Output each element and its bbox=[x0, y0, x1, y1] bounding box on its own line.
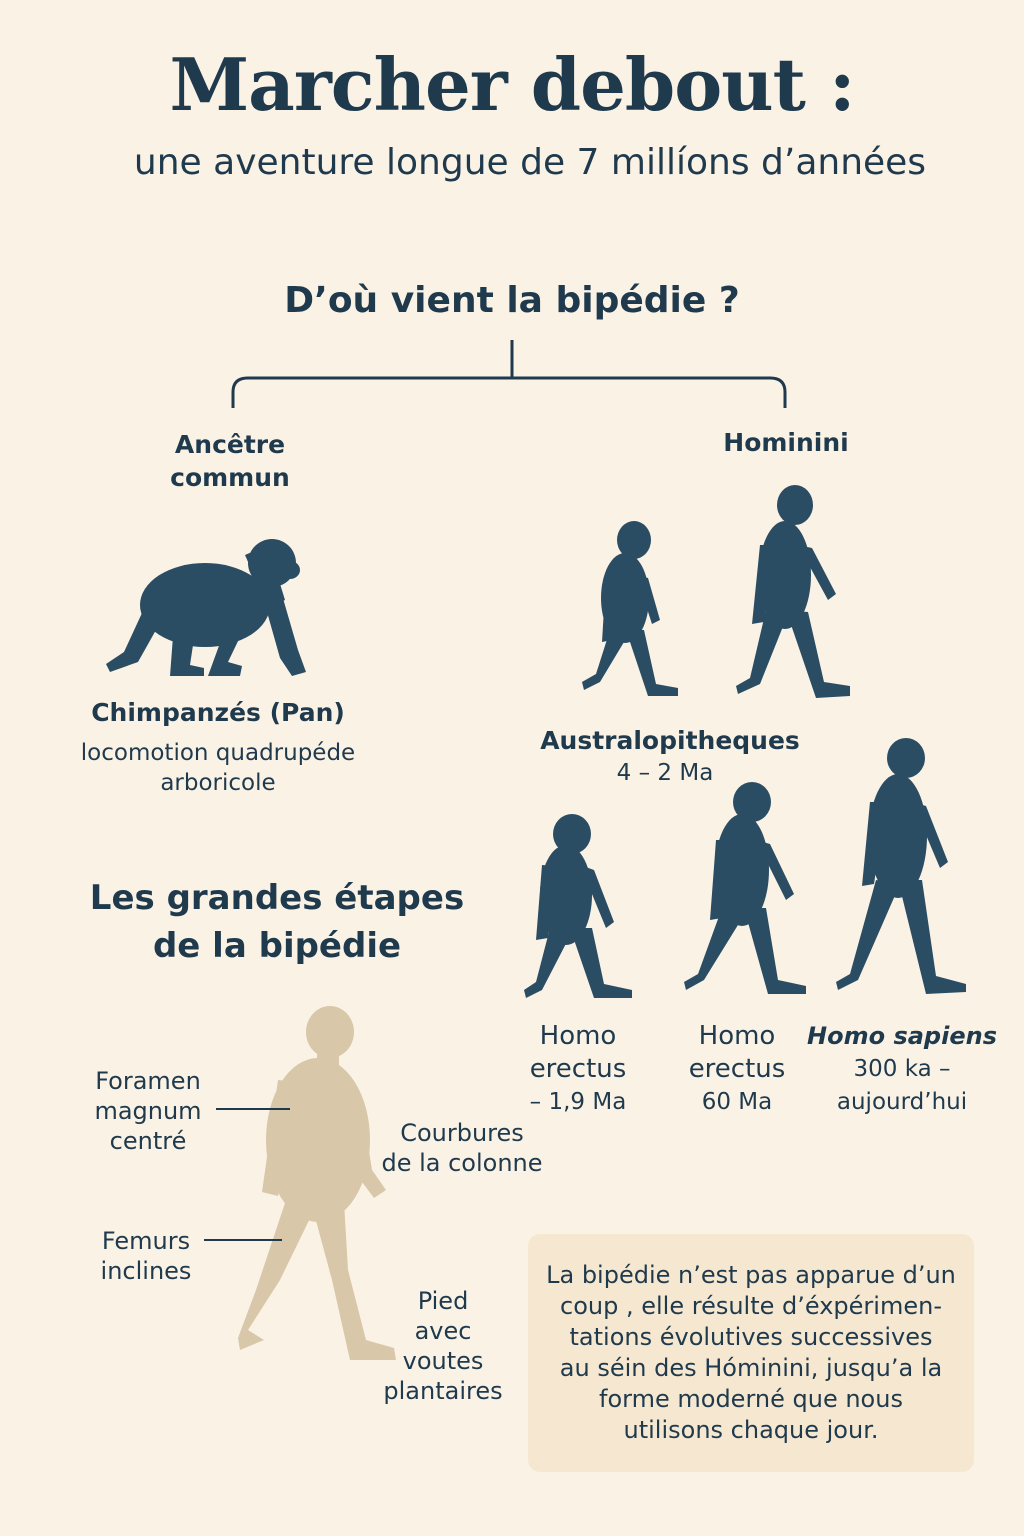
australopithecus-silhouette bbox=[582, 521, 678, 696]
note-text bbox=[546, 1260, 956, 1446]
note-line-1: La bipédie n’est pas apparue d’un bbox=[546, 1261, 956, 1289]
annotation-pied bbox=[370, 1286, 516, 1406]
stages-title bbox=[60, 874, 494, 970]
stages-title-line2: de la bipédie bbox=[152, 926, 402, 966]
note-line-5: forme moderné que nous bbox=[599, 1385, 903, 1413]
chimp-name: Chimpanzés (Pan) bbox=[91, 698, 345, 727]
page-subtitle: une aventure longue de 7 millíons d’années bbox=[133, 142, 927, 183]
species-2-date: 60 Ma bbox=[701, 1089, 773, 1115]
courbures-line2: de la colonne bbox=[381, 1149, 543, 1177]
tree-bracket bbox=[233, 340, 785, 408]
pied-line1: Pied bbox=[417, 1287, 469, 1315]
hominin-silhouette bbox=[736, 485, 850, 698]
chimp-desc-line2: arboricole bbox=[160, 770, 276, 796]
species-homo-erectus-1 bbox=[500, 1020, 656, 1119]
note-line-3: tations évolutives successives bbox=[569, 1323, 933, 1351]
annotation-courbures bbox=[372, 1118, 552, 1178]
note-line-2: coup , elle résulte d’éxpérimen- bbox=[560, 1292, 942, 1320]
species-3-date-end: aujourd’hui bbox=[836, 1089, 968, 1115]
foramen-line1: Foramen bbox=[95, 1067, 201, 1095]
femurs-line1: Femurs bbox=[101, 1227, 191, 1255]
ancestor-label-line2: commun bbox=[170, 463, 290, 492]
homo-sapiens-silhouette bbox=[836, 738, 966, 994]
species-3-name: Homo sapiens bbox=[807, 1022, 997, 1050]
note-line-6: utilisons chaque jour. bbox=[623, 1416, 879, 1444]
courbures-line1: Courbures bbox=[400, 1119, 524, 1147]
species-2-line2: erectus bbox=[688, 1054, 786, 1084]
chimp-desc-line1: locomotion quadrupéde bbox=[80, 740, 356, 766]
species-1-date: – 1,9 Ma bbox=[529, 1089, 627, 1115]
chimpanzee-silhouette bbox=[106, 539, 306, 676]
annotation-femurs bbox=[84, 1226, 208, 1286]
tree-question: D’où vient la bipédie ? bbox=[284, 280, 740, 321]
species-homo-sapiens bbox=[800, 1020, 1004, 1119]
ancestor-label-line1: Ancêtre bbox=[174, 430, 286, 459]
annotation-foramen bbox=[80, 1066, 216, 1156]
australopithecus-date: 4 – 2 Ma bbox=[616, 760, 714, 786]
stages-title-line1: Les grandes étapes bbox=[89, 878, 465, 918]
ancestor-label bbox=[130, 428, 330, 494]
pied-line4: plantaires bbox=[383, 1377, 503, 1405]
pied-line2: avec bbox=[414, 1317, 472, 1345]
chimp-description bbox=[50, 738, 386, 798]
hominini-label: Hominini bbox=[723, 428, 849, 457]
foramen-line3: centré bbox=[109, 1127, 187, 1155]
species-3-date-start: 300 ka – bbox=[853, 1056, 951, 1082]
species-1-line2: erectus bbox=[529, 1054, 627, 1084]
homo-erectus-1-silhouette bbox=[524, 814, 632, 998]
australopithecus-name: Australopitheques bbox=[540, 726, 800, 755]
species-1-line1: Homo bbox=[539, 1021, 617, 1051]
species-homo-erectus-2 bbox=[658, 1020, 816, 1119]
homo-erectus-2-silhouette bbox=[684, 782, 806, 994]
pied-line3: voutes bbox=[402, 1347, 484, 1375]
femurs-line2: inclines bbox=[100, 1257, 192, 1285]
species-2-line1: Homo bbox=[698, 1021, 776, 1051]
note-line-4: au séin des Hóminini, jusqu’a la bbox=[559, 1354, 943, 1382]
foramen-line2: magnum bbox=[94, 1097, 202, 1125]
page-title: Marcher debout : bbox=[169, 42, 855, 127]
